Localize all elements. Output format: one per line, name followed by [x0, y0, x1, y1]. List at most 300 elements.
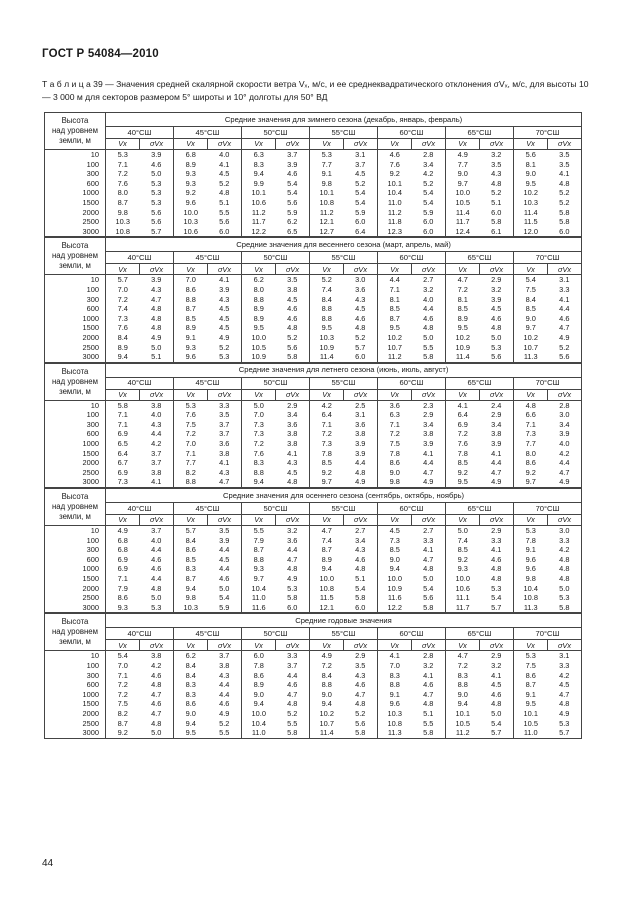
height-value-text: 1500 — [82, 699, 99, 709]
mean-speed-cell: 9.8 — [514, 574, 548, 584]
mean-speed-cell: 9.7 — [446, 179, 480, 189]
std-deviation-symbol-text: σVx — [421, 139, 436, 149]
mean-speed-cell: 9.3 — [106, 603, 140, 613]
std-deviation-cell: 3.2 — [480, 661, 514, 671]
std-deviation-cell: 5.4 — [208, 593, 242, 603]
table-row — [45, 719, 582, 729]
std-deviation-cell: 3.1 — [548, 651, 582, 661]
std-deviation-cell: 3.5 — [548, 160, 582, 170]
std-deviation-cell: 3.4 — [480, 420, 514, 430]
std-deviation-cell: 2.9 — [412, 410, 446, 420]
mean-speed-cell: 10.0 — [174, 208, 208, 218]
table-row — [45, 323, 582, 333]
height-value-text: 3000 — [82, 226, 99, 236]
mean-speed-cell: 9.6 — [514, 564, 548, 574]
std-deviation-cell: 5.2 — [412, 179, 446, 189]
height-value-text: 10 — [90, 526, 99, 536]
mean-speed-cell: 7.1 — [106, 160, 140, 170]
mean-speed-cell: 10.8 — [310, 198, 344, 208]
height-value-text: 100 — [86, 660, 99, 670]
table-row — [45, 584, 582, 594]
std-deviation-cell: 4.4 — [208, 545, 242, 555]
std-deviation-cell: 6.0 — [344, 603, 378, 613]
std-deviation-cell: 3.2 — [412, 661, 446, 671]
table-row — [45, 651, 582, 661]
height-value — [45, 314, 106, 324]
std-deviation-cell: 5.0 — [480, 333, 514, 343]
std-deviation-symbol-text: σVx — [353, 640, 368, 650]
mean-speed-cell: 7.1 — [174, 449, 208, 459]
std-deviation-cell: 5.3 — [140, 198, 174, 208]
height-value — [45, 545, 106, 555]
std-deviation-cell: 3.3 — [548, 285, 582, 295]
mean-speed-cell: 7.8 — [310, 449, 344, 459]
height-value-text: 2000 — [82, 583, 99, 593]
std-deviation-cell: 4.8 — [276, 699, 310, 709]
mean-speed-symbol — [106, 139, 140, 150]
std-deviation-cell: 3.7 — [208, 420, 242, 430]
std-deviation-symbol-text: σVx — [558, 515, 572, 525]
mean-speed-cell: 4.9 — [106, 526, 140, 536]
std-deviation-symbol-text: σVx — [489, 389, 504, 399]
height-header-line: земли, м — [59, 386, 91, 396]
mean-speed-cell: 8.3 — [174, 690, 208, 700]
height-value-text: 10 — [90, 150, 99, 159]
height-header-line: земли, м — [59, 512, 91, 522]
mean-speed-cell: 7.0 — [106, 661, 140, 671]
height-value — [45, 458, 106, 468]
mean-speed-cell: 9.4 — [242, 699, 276, 709]
mean-speed-cell: 9.3 — [446, 564, 480, 574]
std-deviation-cell: 5.6 — [344, 719, 378, 729]
mean-speed-cell: 6.4 — [310, 410, 344, 420]
mean-speed-cell: 8.0 — [242, 285, 276, 295]
std-deviation-cell: 3.8 — [344, 429, 378, 439]
std-deviation-cell: 6.2 — [276, 217, 310, 227]
height-value — [45, 719, 106, 729]
std-deviation-cell: 2.7 — [344, 526, 378, 536]
mean-speed-symbol — [106, 640, 140, 651]
mean-speed-cell: 8.6 — [378, 458, 412, 468]
mean-speed-cell: 8.3 — [242, 458, 276, 468]
height-header-line: земли, м — [59, 637, 91, 647]
std-deviation-cell: 2.4 — [480, 400, 514, 410]
std-deviation-cell: 4.8 — [276, 323, 310, 333]
std-deviation-cell: 4.4 — [412, 304, 446, 314]
mean-speed-cell: 9.3 — [242, 564, 276, 574]
mean-speed-cell: 10.3 — [514, 198, 548, 208]
height-value — [45, 477, 106, 487]
mean-speed-cell: 10.3 — [174, 217, 208, 227]
std-deviation-cell: 5.3 — [480, 584, 514, 594]
std-deviation-cell: 4.8 — [344, 468, 378, 478]
latitude-header: 40°СШ — [106, 127, 174, 139]
mean-speed-cell: 10.0 — [310, 574, 344, 584]
mean-speed-symbol — [242, 389, 276, 400]
std-deviation-symbol-text: σVx — [353, 264, 368, 274]
std-deviation-cell: 4.6 — [140, 160, 174, 170]
mean-speed-cell: 4.9 — [310, 651, 344, 661]
mean-speed-cell: 8.3 — [174, 564, 208, 574]
latitude-header: 40°СШ — [106, 628, 174, 640]
mean-speed-cell: 9.5 — [174, 728, 208, 738]
season-title: Средние значения для зимнего сезона (декабрь, январь, февраль) — [106, 113, 582, 127]
latitude-header: 60°СШ — [378, 503, 446, 515]
mean-speed-cell: 8.9 — [174, 160, 208, 170]
mean-speed-cell: 7.4 — [310, 536, 344, 546]
std-deviation-cell: 5.4 — [344, 584, 378, 594]
table-row — [45, 227, 582, 237]
std-deviation-symbol — [140, 640, 174, 651]
wind-speed-tables — [44, 112, 581, 739]
latitude-header: 45°СШ — [174, 377, 242, 389]
latitude-header: 65°СШ — [446, 377, 514, 389]
mean-speed-symbol-text: Vx — [458, 515, 467, 525]
std-deviation-cell: 4.8 — [140, 584, 174, 594]
mean-speed-cell: 8.8 — [174, 477, 208, 487]
mean-speed-symbol — [446, 515, 480, 526]
std-deviation-cell: 4.4 — [208, 680, 242, 690]
mean-speed-symbol — [378, 389, 412, 400]
std-deviation-symbol — [548, 139, 582, 150]
mean-speed-cell: 8.4 — [514, 295, 548, 305]
std-deviation-cell: 3.9 — [412, 439, 446, 449]
mean-speed-symbol — [310, 264, 344, 275]
std-deviation-cell: 4.6 — [276, 169, 310, 179]
std-deviation-cell: 4.8 — [412, 699, 446, 709]
std-deviation-symbol-text: σVx — [149, 264, 164, 274]
mean-speed-cell: 6.9 — [106, 564, 140, 574]
std-deviation-cell: 4.6 — [276, 680, 310, 690]
std-deviation-symbol-text: σVx — [217, 515, 232, 525]
std-deviation-cell: 4.0 — [140, 410, 174, 420]
mean-speed-cell: 7.1 — [106, 671, 140, 681]
height-value — [45, 227, 106, 237]
mean-speed-cell: 9.0 — [514, 314, 548, 324]
std-deviation-symbol-text: σVx — [149, 389, 164, 399]
height-value-text: 2000 — [82, 458, 99, 468]
mean-speed-cell: 7.2 — [242, 439, 276, 449]
std-deviation-cell: 3.8 — [208, 661, 242, 671]
std-deviation-cell: 5.9 — [208, 603, 242, 613]
mean-speed-symbol-text: Vx — [458, 640, 467, 650]
std-deviation-symbol — [140, 264, 174, 275]
mean-speed-cell: 12.2 — [242, 227, 276, 237]
std-deviation-cell: 3.3 — [548, 661, 582, 671]
std-deviation-cell: 4.5 — [276, 468, 310, 478]
mean-speed-cell: 8.7 — [106, 719, 140, 729]
std-deviation-cell: 5.6 — [208, 217, 242, 227]
mean-speed-cell: 7.2 — [310, 661, 344, 671]
std-deviation-cell: 5.2 — [548, 188, 582, 198]
std-deviation-cell: 3.0 — [548, 410, 582, 420]
std-deviation-cell: 3.3 — [480, 536, 514, 546]
std-deviation-symbol — [208, 264, 242, 275]
mean-speed-cell: 11.2 — [446, 728, 480, 738]
height-value-text: 100 — [86, 159, 99, 169]
std-deviation-cell: 4.3 — [140, 285, 174, 295]
latitude-header: 55°СШ — [310, 252, 378, 264]
mean-speed-cell: 4.1 — [446, 400, 480, 410]
std-deviation-cell: 5.2 — [276, 333, 310, 343]
season-title: Средние годовые значения — [106, 614, 582, 628]
std-deviation-cell: 4.6 — [276, 314, 310, 324]
mean-speed-cell: 11.3 — [378, 728, 412, 738]
std-deviation-cell: 4.5 — [480, 304, 514, 314]
std-deviation-cell: 5.0 — [208, 584, 242, 594]
mean-speed-cell: 7.2 — [106, 690, 140, 700]
height-column-header — [45, 238, 106, 275]
mean-speed-cell: 5.4 — [106, 651, 140, 661]
table-row — [45, 458, 582, 468]
latitude-header: 55°СШ — [310, 377, 378, 389]
std-deviation-cell: 4.2 — [548, 449, 582, 459]
std-deviation-symbol-text: σVx — [353, 389, 368, 399]
std-deviation-cell: 3.7 — [276, 661, 310, 671]
mean-speed-cell: 5.7 — [174, 526, 208, 536]
mean-speed-cell: 9.2 — [514, 468, 548, 478]
std-deviation-cell: 2.9 — [480, 275, 514, 285]
std-deviation-cell: 3.3 — [208, 400, 242, 410]
height-value-text: 100 — [86, 535, 99, 545]
std-deviation-cell: 3.3 — [548, 536, 582, 546]
mean-speed-cell: 8.9 — [242, 314, 276, 324]
mean-speed-symbol-text: Vx — [186, 389, 195, 399]
mean-speed-cell: 11.4 — [310, 352, 344, 362]
mean-speed-cell: 9.2 — [106, 728, 140, 738]
mean-speed-cell: 11.2 — [310, 208, 344, 218]
std-deviation-cell: 5.2 — [344, 333, 378, 343]
height-value-text: 10 — [90, 651, 99, 661]
std-deviation-cell: 3.2 — [480, 285, 514, 295]
table-row — [45, 603, 582, 613]
mean-speed-cell: 7.8 — [446, 449, 480, 459]
std-deviation-cell: 4.8 — [140, 680, 174, 690]
std-deviation-cell: 4.8 — [548, 574, 582, 584]
mean-speed-symbol-text: Vx — [322, 139, 331, 149]
mean-speed-symbol — [310, 389, 344, 400]
std-deviation-cell: 3.7 — [140, 458, 174, 468]
std-deviation-cell: 5.6 — [276, 343, 310, 353]
std-deviation-cell: 5.4 — [344, 198, 378, 208]
std-deviation-cell: 4.2 — [412, 169, 446, 179]
std-deviation-cell: 3.5 — [344, 661, 378, 671]
std-deviation-cell: 4.8 — [140, 314, 174, 324]
std-deviation-cell: 4.8 — [140, 719, 174, 729]
latitude-header: 40°СШ — [106, 377, 174, 389]
mean-speed-cell: 7.5 — [106, 699, 140, 709]
std-deviation-symbol — [548, 389, 582, 400]
mean-speed-cell: 9.5 — [446, 323, 480, 333]
std-deviation-cell: 5.4 — [276, 188, 310, 198]
mean-speed-symbol-text: Vx — [118, 640, 127, 650]
mean-speed-cell: 8.6 — [514, 671, 548, 681]
height-value — [45, 593, 106, 603]
mean-speed-cell: 7.4 — [106, 304, 140, 314]
mean-speed-cell: 9.1 — [174, 333, 208, 343]
std-deviation-cell: 5.8 — [548, 217, 582, 227]
mean-speed-cell: 9.4 — [174, 719, 208, 729]
mean-speed-cell: 10.3 — [174, 603, 208, 613]
std-deviation-cell: 4.7 — [412, 468, 446, 478]
mean-speed-cell: 10.9 — [310, 343, 344, 353]
std-deviation-cell: 4.7 — [548, 323, 582, 333]
mean-speed-cell: 8.8 — [446, 680, 480, 690]
mean-speed-symbol-text: Vx — [390, 264, 399, 274]
mean-speed-cell: 12.3 — [378, 227, 412, 237]
std-deviation-cell: 5.7 — [140, 227, 174, 237]
std-deviation-symbol-text: σVx — [421, 389, 436, 399]
latitude-header: 60°СШ — [378, 377, 446, 389]
std-deviation-cell: 5.8 — [480, 217, 514, 227]
mean-speed-cell: 6.3 — [242, 150, 276, 160]
std-deviation-symbol — [140, 139, 174, 150]
std-deviation-symbol — [140, 389, 174, 400]
std-deviation-symbol-text: σVx — [285, 515, 300, 525]
mean-speed-cell: 8.5 — [446, 458, 480, 468]
mean-speed-cell: 5.3 — [174, 400, 208, 410]
height-value — [45, 680, 106, 690]
table-caption: Т а б л и ц а 39 — Значения средней скалярной скорости ветра Vₓ, м/с, и ее среднеквадратического отклонения σVₓ, м/с, для высоты 10 — 3 000 м для секторов размером 5° широты и 10° долготы для 50° ВД — [42, 79, 589, 102]
height-column-header — [45, 489, 106, 526]
std-deviation-cell: 4.8 — [480, 699, 514, 709]
std-deviation-cell: 4.9 — [412, 477, 446, 487]
mean-speed-cell: 7.5 — [514, 285, 548, 295]
mean-speed-cell: 10.0 — [378, 574, 412, 584]
std-deviation-cell: 2.5 — [344, 400, 378, 410]
mean-speed-symbol-text: Vx — [458, 139, 467, 149]
mean-speed-cell: 11.7 — [446, 217, 480, 227]
std-deviation-symbol-text: σVx — [217, 640, 232, 650]
mean-speed-cell: 4.2 — [310, 400, 344, 410]
std-deviation-cell: 4.5 — [208, 169, 242, 179]
mean-speed-cell: 10.1 — [446, 709, 480, 719]
table-row — [45, 400, 582, 410]
std-deviation-cell: 3.8 — [140, 400, 174, 410]
height-header-line: над уровнем — [52, 251, 98, 261]
mean-speed-cell: 10.5 — [242, 343, 276, 353]
height-value — [45, 536, 106, 546]
mean-speed-cell: 11.4 — [446, 208, 480, 218]
height-value — [45, 275, 106, 285]
height-value-text: 2000 — [82, 708, 99, 718]
std-deviation-cell: 4.7 — [140, 690, 174, 700]
std-deviation-cell: 4.3 — [344, 545, 378, 555]
mean-speed-symbol-text: Vx — [186, 640, 195, 650]
std-deviation-cell: 4.7 — [140, 709, 174, 719]
std-deviation-cell: 4.9 — [208, 333, 242, 343]
std-deviation-symbol-text: σVx — [489, 139, 504, 149]
table-row — [45, 574, 582, 584]
std-deviation-cell: 4.4 — [140, 429, 174, 439]
mean-speed-cell: 7.7 — [310, 160, 344, 170]
mean-speed-cell: 9.2 — [446, 468, 480, 478]
mean-speed-cell: 8.8 — [242, 555, 276, 565]
mean-speed-cell: 9.8 — [310, 179, 344, 189]
std-deviation-cell: 4.8 — [480, 179, 514, 189]
std-deviation-cell: 3.8 — [208, 449, 242, 459]
latitude-header: 65°СШ — [446, 628, 514, 640]
std-deviation-cell: 5.3 — [548, 593, 582, 603]
height-value — [45, 564, 106, 574]
table-row — [45, 208, 582, 218]
mean-speed-cell: 5.3 — [310, 150, 344, 160]
mean-speed-cell: 8.6 — [174, 545, 208, 555]
std-deviation-cell: 5.7 — [548, 728, 582, 738]
mean-speed-symbol-text: Vx — [118, 389, 127, 399]
std-deviation-cell: 6.0 — [412, 227, 446, 237]
height-value-text: 1500 — [82, 448, 99, 458]
height-value-text: 600 — [86, 304, 99, 314]
mean-speed-cell: 5.7 — [106, 275, 140, 285]
std-deviation-symbol-text: σVx — [557, 640, 572, 650]
std-deviation-cell: 3.8 — [412, 429, 446, 439]
std-deviation-cell: 5.2 — [208, 343, 242, 353]
std-deviation-cell: 4.7 — [412, 690, 446, 700]
mean-speed-cell: 7.1 — [378, 285, 412, 295]
table-row — [45, 680, 582, 690]
mean-speed-cell: 5.2 — [310, 275, 344, 285]
std-deviation-cell: 4.9 — [548, 477, 582, 487]
std-deviation-symbol-text: σVx — [558, 139, 572, 149]
std-deviation-symbol — [480, 515, 514, 526]
std-deviation-cell: 2.7 — [412, 275, 446, 285]
mean-speed-cell: 10.7 — [310, 719, 344, 729]
std-deviation-cell: 4.5 — [344, 169, 378, 179]
std-deviation-cell: 4.6 — [140, 699, 174, 709]
mean-speed-cell: 7.6 — [378, 160, 412, 170]
mean-speed-cell: 7.1 — [378, 420, 412, 430]
height-value — [45, 333, 106, 343]
mean-speed-cell: 10.6 — [174, 227, 208, 237]
mean-speed-symbol — [446, 264, 480, 275]
latitude-header: 70°СШ — [514, 503, 582, 515]
height-value-text: 2500 — [82, 718, 99, 728]
mean-speed-cell: 8.7 — [174, 304, 208, 314]
mean-speed-cell: 10.2 — [310, 709, 344, 719]
mean-speed-cell: 8.9 — [106, 343, 140, 353]
std-deviation-cell: 4.9 — [208, 709, 242, 719]
std-deviation-cell: 4.1 — [208, 458, 242, 468]
std-deviation-cell: 2.9 — [480, 651, 514, 661]
latitude-header: 50°СШ — [242, 377, 310, 389]
std-deviation-symbol-text: σVx — [217, 139, 232, 149]
std-deviation-cell: 3.2 — [412, 285, 446, 295]
mean-speed-symbol-text: Vx — [186, 139, 195, 149]
std-deviation-cell: 4.6 — [548, 314, 582, 324]
height-value — [45, 429, 106, 439]
std-deviation-cell: 4.5 — [208, 314, 242, 324]
std-deviation-cell: 4.9 — [344, 477, 378, 487]
height-value-text: 600 — [86, 554, 99, 564]
std-deviation-cell: 3.9 — [208, 285, 242, 295]
std-deviation-symbol — [480, 640, 514, 651]
mean-speed-cell: 8.3 — [174, 680, 208, 690]
mean-speed-cell: 9.6 — [514, 555, 548, 565]
mean-speed-cell: 8.1 — [446, 295, 480, 305]
mean-speed-cell: 6.4 — [106, 449, 140, 459]
mean-speed-cell: 8.5 — [174, 555, 208, 565]
mean-speed-cell: 7.6 — [446, 439, 480, 449]
mean-speed-cell: 10.2 — [514, 188, 548, 198]
mean-speed-symbol-text: Vx — [118, 264, 127, 274]
std-deviation-cell: 4.2 — [140, 661, 174, 671]
season-table — [44, 112, 582, 237]
mean-speed-cell: 8.3 — [378, 671, 412, 681]
std-deviation-cell: 4.3 — [344, 671, 378, 681]
mean-speed-cell: 7.9 — [242, 536, 276, 546]
std-deviation-cell: 4.1 — [412, 545, 446, 555]
